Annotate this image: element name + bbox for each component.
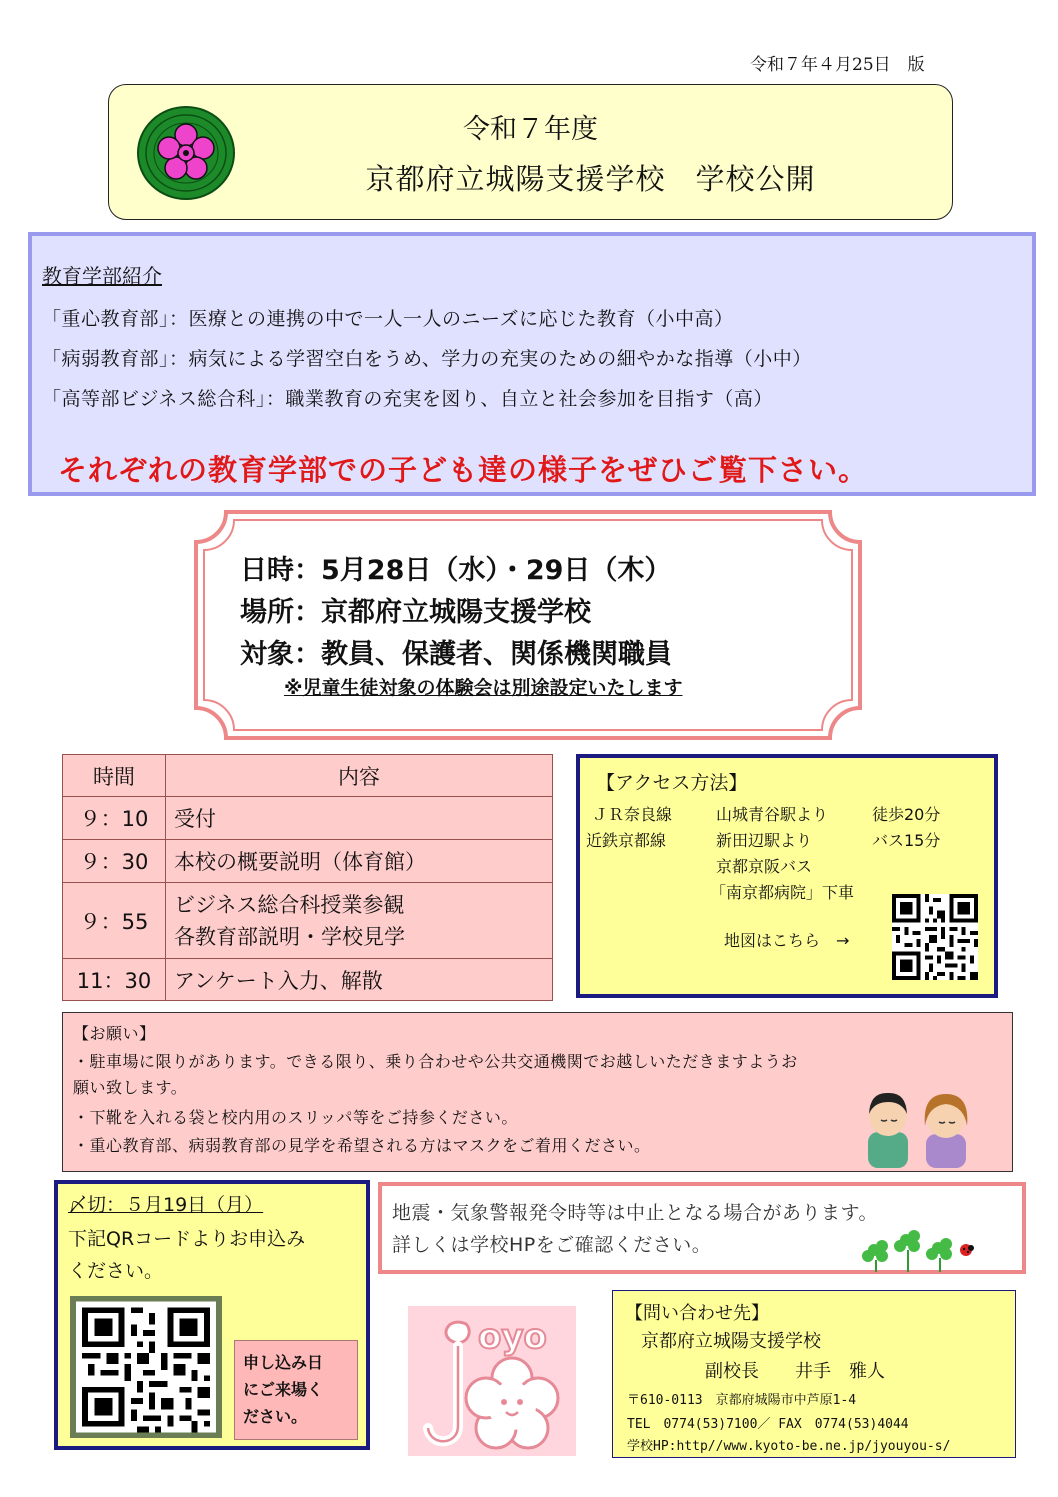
contact-website[interactable]: 学校HP:http//www.kyoto-be.ne.jp/jyouyou-s/ (627, 1439, 951, 1454)
contact-box (612, 1290, 1016, 1458)
application-qr-code-icon[interactable] (70, 1296, 222, 1438)
deadline-title: 〆切：５月19日（月） (68, 1194, 264, 1216)
deadline-text: ください。 (68, 1260, 164, 1282)
notes-title: 【お願い】 (73, 1024, 156, 1043)
schedule-table (62, 754, 553, 1001)
walk-in-line: ださい。 (243, 1407, 308, 1426)
intro-box (28, 232, 1036, 496)
row-content: アンケート入力、解散 (166, 959, 553, 1001)
row-content (166, 883, 553, 959)
contact-person: 副校長 井手 雅人 (705, 1361, 885, 1382)
row-content: 本校の概要説明（体育館） (166, 840, 553, 883)
row-time: ９：30 (63, 840, 166, 883)
note-line: ・駐車場に限りがあります。できる限り、乗り合わせや公共交通機関でお越しいただきますようお (73, 1052, 798, 1071)
intro-row-business: 「高等部ビジネス総合科」：職業教育の充実を図り、自立と社会参加を目指す（高） (42, 388, 773, 410)
clover-ladybug-icon (860, 1228, 980, 1272)
intro-slogan: それぞれの教育学部での子ども達の様子をぜひご覧下さい。 (58, 453, 869, 487)
row-time: ９：55 (63, 883, 166, 959)
row-time: ９：10 (63, 797, 166, 840)
event-datetime: 日時：5月28日（水）・29日（木） (240, 555, 672, 586)
event-place: 場所：京都府立城陽支援学校 (240, 597, 591, 628)
table-row (63, 840, 553, 883)
access-kintetsu-time: バス15分 (872, 831, 941, 850)
row-content-line: 各教育部説明・学校見学 (174, 924, 405, 949)
contact-phone: TEL 0774(53)7100／ FAX 0774(53)4044 (627, 1417, 909, 1432)
table-header-row (63, 755, 553, 797)
warning-line: 地震・気象警報発令時等は中止となる場合があります。 (392, 1202, 878, 1224)
access-kintetsu-station: 新田辺駅より (716, 831, 813, 850)
event-audience: 対象：教員、保護者、関係機関職員 (240, 639, 672, 670)
deadline-text: 下記QRコードよりお申込み (68, 1228, 306, 1250)
walk-in-line: にご来場く (243, 1380, 324, 1399)
intro-heading: 教育学部紹介 (42, 264, 162, 288)
warning-line: 詳しくは学校HPをご確認ください。 (392, 1234, 712, 1256)
title-year: 令和７年度 (463, 114, 598, 145)
table-row (63, 797, 553, 840)
contact-school: 京都府立城陽支援学校 (641, 1331, 821, 1352)
table-row (63, 883, 553, 959)
table-row (63, 959, 553, 1001)
row-time: 11：30 (63, 959, 166, 1001)
access-jr-line: ＪＲ奈良線 (592, 805, 673, 824)
row-content: 受付 (166, 797, 553, 840)
school-emblem-icon (136, 105, 236, 201)
row-content-line: ビジネス総合科授業参観 (174, 892, 405, 917)
note-line: 願い致します。 (73, 1078, 188, 1097)
access-title: 【アクセス方法】 (596, 772, 748, 794)
bowing-children-icon (858, 1080, 978, 1170)
note-line: ・重心教育部、病弱教育部の見学を希望される方はマスクをご着用ください。 (73, 1136, 651, 1155)
title-main: 京都府立城陽支援学校 学校公開 (365, 162, 816, 196)
map-qr-code-icon[interactable] (892, 894, 978, 980)
access-bus: 京都京阪バス (716, 857, 813, 876)
joyo-logo-icon (408, 1306, 576, 1456)
contact-address: 〒610-0113 京都府城陽市中芦原1-4 (627, 1393, 857, 1408)
walk-in-line: 申し込み日 (243, 1353, 324, 1372)
intro-row-severe: 「重心教育部」：医療との連携の中で一人一人のニーズに応じた教育（小中高） (42, 308, 734, 330)
edition-date: 令和７年４月25日 版 (750, 55, 925, 75)
access-jr-station: 山城青谷駅より (716, 805, 829, 824)
access-bus-stop: 「南京都病院」下車 (710, 883, 855, 902)
event-note: ※児童生徒対象の体験会は別途設定いたします (284, 677, 683, 699)
access-kintetsu-line: 近鉄京都線 (586, 831, 667, 850)
walk-in-notice (234, 1340, 358, 1440)
header-time: 時間 (63, 755, 166, 797)
note-line: ・下靴を入れる袋と校内用のスリッパ等をご持参ください。 (73, 1108, 518, 1127)
access-jr-time: 徒歩20分 (872, 805, 941, 824)
intro-row-illness: 「病弱教育部」：病気による学習空白をうめ、学力の充実のための細やかな指導（小中） (42, 348, 812, 370)
contact-title: 【問い合わせ先】 (625, 1303, 769, 1324)
access-map-label: 地図はこちら → (724, 931, 850, 950)
header-content: 内容 (166, 755, 553, 797)
joyo-logo-text: oyo (478, 1317, 547, 1357)
